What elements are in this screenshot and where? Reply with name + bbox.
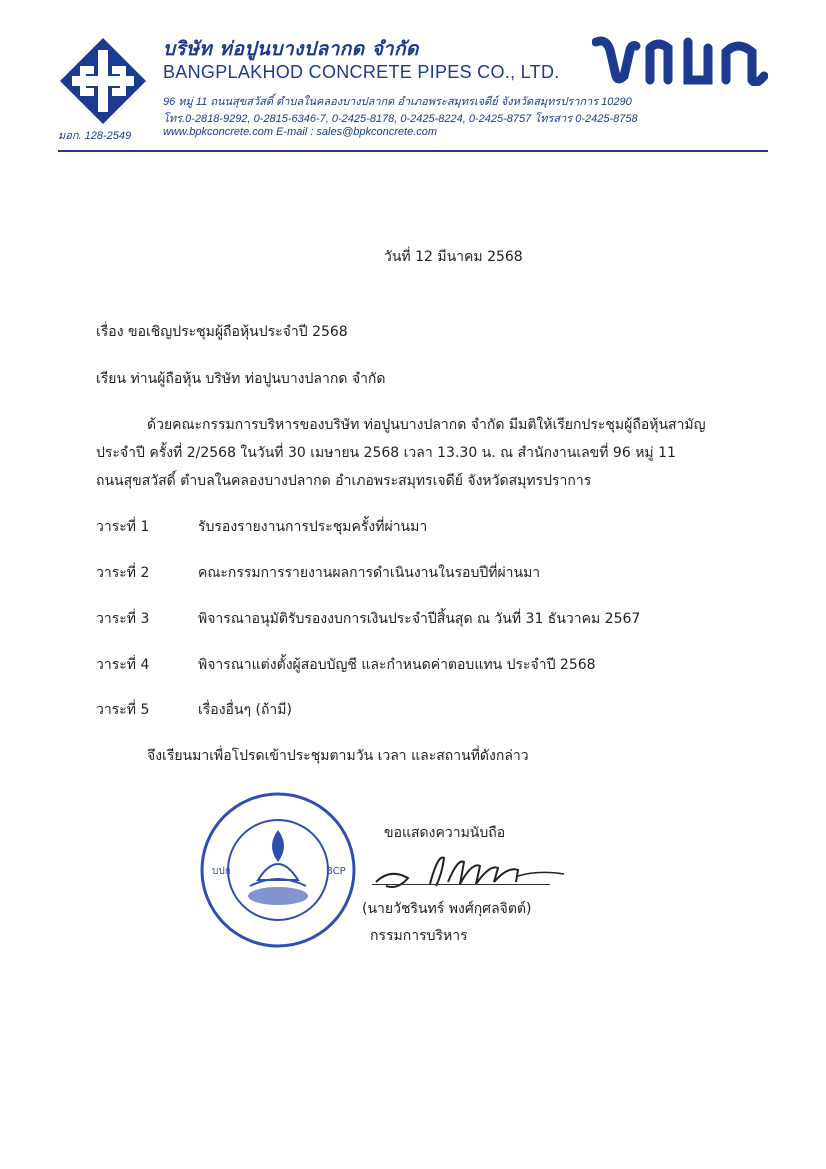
svg-text:บปก: บปก	[212, 866, 231, 877]
signature-line	[372, 884, 550, 885]
brand-mark-logo	[592, 36, 768, 86]
agenda-text: รับรองรายงานการประชุมครั้งที่ผ่านมา	[198, 519, 428, 535]
agenda-label: วาระที่ 2	[96, 565, 150, 581]
closing-line: จึงเรียนมาเพื่อโปรดเข้าประชุมตามวัน เวลา และสถานที่ดังกล่าว	[147, 748, 529, 764]
signer-position: กรรมการบริหาร	[370, 928, 468, 944]
body-line-2: ประจำปี ครั้งที่ 2/2568 ในวันที่ 30 เมษายน 2568 เวลา 13.30 น. ณ สำนักงานเลขที่ 96 หมู่ 11	[96, 445, 676, 461]
company-address: 96 หมู่ 11 ถนนสุขสวัสดิ์ ตำบลในคลองบางปลากด อำเภอพระสมุทรเจดีย์ จังหวัดสมุทรปราการ 10290	[163, 96, 632, 108]
signer-name: (นายวัชรินทร์ พงศ์กุศลจิตต์)	[362, 901, 532, 917]
agenda-label: วาระที่ 3	[96, 611, 150, 627]
svg-text:BCP: BCP	[326, 866, 346, 877]
agenda-text: คณะกรรมการรายงานผลการดำเนินงานในรอบปีที่ผ่านมา	[198, 565, 541, 581]
header-divider	[58, 150, 768, 152]
letter-recipient: เรียน ท่านผู้ถือหุ้น บริษัท ท่อปูนบางปลากด จำกัด	[96, 371, 386, 387]
agenda-text: เรื่องอื่นๆ (ถ้ามี)	[198, 702, 292, 718]
signature	[368, 848, 573, 894]
letter-date: วันที่ 12 มีนาคม 2568	[384, 249, 523, 265]
regards-line: ขอแสดงความนับถือ	[384, 825, 506, 841]
company-phones: โทร.0-2818-9292, 0-2815-6346-7, 0-2425-8178, 0-2425-8224, 0-2425-8757 โทรสาร 0-2425-8758	[163, 113, 638, 125]
company-name-thai: บริษัท ท่อปูนบางปลากด จำกัด	[163, 38, 419, 60]
agenda-label: วาระที่ 5	[96, 702, 150, 718]
body-line-3: ถนนสุขสวัสดิ์ ตำบลในคลองบางปลากด อำเภอพระสมุทรเจดีย์ จังหวัดสมุทรปราการ	[96, 473, 592, 489]
letter-subject: เรื่อง ขอเชิญประชุมผู้ถือหุ้นประจำปี 2568	[96, 324, 348, 340]
standard-number: มอก. 128-2549	[58, 130, 132, 142]
company-web-email: www.bpkconcrete.com E-mail : sales@bpkconcrete.com	[163, 126, 438, 138]
agenda-label: วาระที่ 1	[96, 519, 150, 535]
company-logo	[58, 36, 148, 126]
body-line-1: ด้วยคณะกรรมการบริหารของบริษัท ท่อปูนบางปลากด จำกัด มีมติให้เรียกประชุมผู้ถือหุ้นสามัญ	[147, 417, 706, 433]
agenda-label: วาระที่ 4	[96, 657, 150, 673]
company-seal-stamp	[196, 790, 361, 950]
agenda-text: พิจารณาอนุมัติรับรองงบการเงินประจำปีสิ้นสุด ณ วันที่ 31 ธันวาคม 2567	[198, 611, 641, 627]
company-name-english: BANGPLAKHOD CONCRETE PIPES CO., LTD.	[163, 62, 560, 82]
agenda-text: พิจารณาแต่งตั้งผู้สอบบัญชี และกำหนดค่าตอบแทน ประจำปี 2568	[198, 657, 596, 673]
